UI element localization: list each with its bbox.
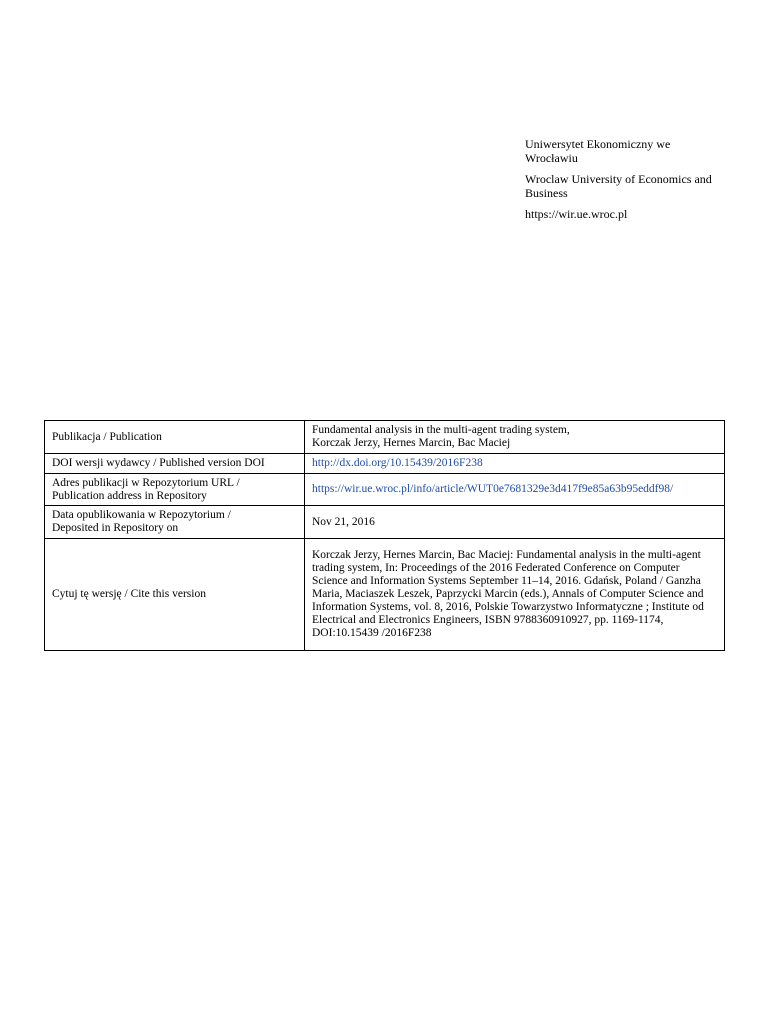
repository-url-label-line1: Adres publikacji w Repozytorium URL / — [52, 476, 240, 489]
institution-header — [525, 138, 725, 230]
publication-value — [305, 421, 725, 454]
deposit-date-label — [45, 506, 305, 539]
university-website: https://wir.ue.wroc.pl — [525, 207, 628, 221]
university-name-polish: Uniwersytet Ekonomiczny we Wrocławiu — [525, 137, 671, 165]
publication-row — [45, 421, 725, 454]
doi-link[interactable]: http://dx.doi.org/10.15439/2016F238 — [312, 457, 483, 469]
citation-value: Korczak Jerzy, Hernes Marcin, Bac Maciej: Fundamental analysis in the multi-agent trading system, In: Proceedings of the 2016 Federated Conference on Computer Science and Information Systems September 11–14, 2016. Gdańsk, Poland / Ganzha Maria, Maciaszek Leszek, Paprzycki Marcin (eds.), Annals of Computer Science and Information Systems, vol. 8, 2016, Polskie Towarzystwo Informatyczne ; Institute od Electrical and Electronics Engineers, ISBN 9788360910927, pp. 1169-1174, DOI:10.15439 /2016F238 — [305, 539, 725, 651]
publication-authors: Korczak Jerzy, Hernes Marcin, Bac Maciej — [312, 437, 511, 449]
deposit-date-row — [45, 506, 725, 539]
publication-metadata-table — [44, 420, 725, 651]
repository-url-label — [45, 474, 305, 506]
university-name-english: Wroclaw University of Economics and Business — [525, 172, 712, 200]
citation-label: Cytuj tę wersję / Cite this version — [45, 539, 305, 651]
deposit-date-label-line1: Data opublikowania w Repozytorium / — [52, 509, 231, 521]
doi-label: DOI wersji wydawcy / Published version DOI — [45, 454, 305, 474]
deposit-date-label-line2: Deposited in Repository on — [52, 522, 179, 534]
citation-row — [45, 539, 725, 651]
deposit-date-value: Nov 21, 2016 — [305, 506, 725, 539]
doi-value-cell — [305, 454, 725, 474]
repository-url-label-line2: Publication address in Repository — [52, 489, 207, 502]
repository-url-value-cell — [305, 474, 725, 506]
publication-label: Publikacja / Publication — [45, 421, 305, 454]
repository-url-row — [45, 474, 725, 506]
repository-url-link[interactable]: https://wir.ue.wroc.pl/info/article/WUT0e7681329e3d417f9e85a63b95eddf98/ — [312, 483, 674, 495]
doi-row — [45, 454, 725, 474]
publication-title: Fundamental analysis in the multi-agent trading system, — [312, 424, 570, 436]
